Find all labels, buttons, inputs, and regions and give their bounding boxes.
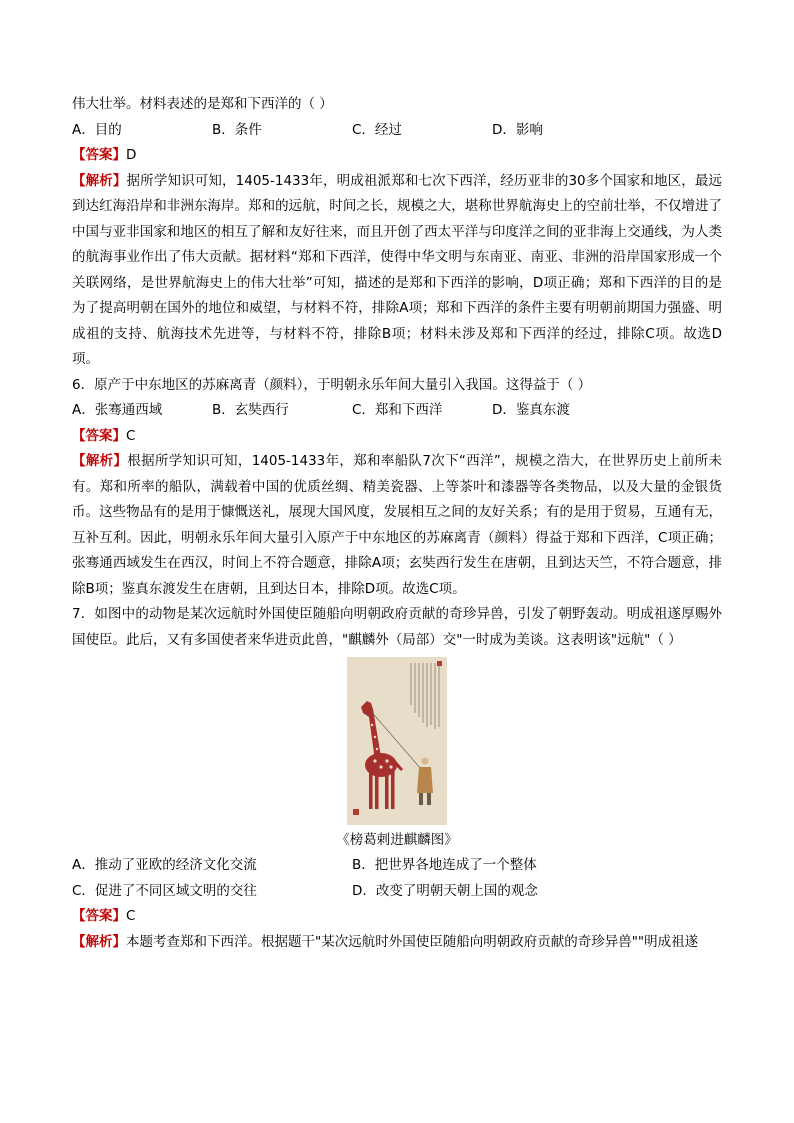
- q6-answer: C: [126, 427, 136, 444]
- q5-stem: 伟大壮举。材料表述的是郑和下西洋的（ ）: [72, 96, 333, 112]
- q7-option-b: B．把世界各地连成了一个整体: [352, 857, 537, 873]
- q7-analysis-row: [72, 930, 722, 956]
- q7-option-a: A．推动了亚欧的经济文化交流: [72, 857, 257, 873]
- q7-answer-row: [72, 904, 722, 930]
- q5-answer-row: [72, 143, 722, 169]
- q7-option-c: C．促进了不同区域文明的交往: [72, 882, 257, 899]
- seal-mark-bottom: [353, 809, 359, 815]
- giraffe-painting-image: [347, 657, 447, 825]
- figure-caption: 《榜葛剌进麒麟图》: [336, 832, 458, 848]
- answer-tag: 【答案】: [72, 427, 126, 444]
- q7-option-d: D．改变了明朝天朝上国的观念: [352, 882, 538, 899]
- q5-analysis-row: [72, 169, 722, 373]
- q7-stem: 7．如图中的动物是某次远航时外国使臣随船向明朝政府贡献的奇珍异兽，引发了朝野轰动。明成祖遂厚赐外国使臣。此后，又有多国使者来华进贡此兽，"麒麟外（局部）交"一时成为美谈。这表明该"远航"（ ）: [72, 606, 722, 648]
- q6-option-c: C．郑和下西洋: [352, 402, 443, 418]
- q7-options-row-2: [72, 879, 722, 905]
- q5-option-c: C．经过: [352, 121, 402, 138]
- q5-options: [72, 118, 722, 144]
- analysis-tag: 【解析】: [72, 933, 126, 950]
- q6-option-b: B．玄奘西行: [212, 402, 289, 418]
- q6-analysis: 根据所学知识可知，1405-1433年，郑和率船队7次下“西洋”，规模之浩大，在世界历史上前所未有。郑和所率的船队，满载着中国的优质丝绸、精美瓷器、上等茶叶和漆器等各类物品，以及大量的金银货币。这些物品有的是用于慷慨送礼，展现大国风度，发展相互之间的友好关系；有的是用于贸易，互通有无，互补互利。因此，明朝永乐年间大量引入原产于中东地区的苏麻离青（颜料）得益于郑和下西洋，C项正确；张骞通西域发生在西汉，时间上不符合题意，排除A项；玄奘西行发生在唐朝，且到达天竺，不符合题意，排除B项；鉴真东渡发生在唐朝，且到达日本，排除D项。故选C项。: [72, 453, 722, 597]
- q5-answer: D: [126, 147, 137, 163]
- document-page: [72, 92, 722, 955]
- q6-analysis-row: [72, 449, 722, 602]
- q5-option-a: A．目的: [72, 121, 122, 138]
- q5-analysis: 据所学知识可知，1405-1433年，明成祖派郑和七次下西洋，经历亚非的30多个国家和地区，最远到达红海沿岸和非洲东海岸。郑和的远航，时间之长，规模之大，堪称世界航海史上的空前壮举，不仅增进了中国与亚非国家和地区的相互了解和友好往来，而且开创了西太平洋与印度洋之间的亚非海上交通线，为人类的航海事业作出了伟大贡献。据材料“郑和下西洋，使得中华文明与东南亚、南亚、非洲的沿岸国家形成一个关联网络，是世界航海史上的伟大壮举”可知，描述的是郑和下西洋的影响，D项正确；郑和下西洋的目的是为了提高明朝在国外的地位和威望，与材料不符，排除A项；郑和下西洋的条件主要有明朝前期国力强盛、明成祖的支持、航海技术先进等，与材料不符，排除B项；材料未涉及郑和下西洋的经过，排除C项。故选D项。: [72, 172, 722, 367]
- q5-option-b: B．条件: [212, 121, 262, 138]
- answer-tag: 【答案】: [72, 908, 126, 924]
- q6-answer-row: [72, 424, 722, 450]
- q6-option-d: D．鉴真东渡: [492, 402, 570, 418]
- answer-tag: 【答案】: [72, 147, 126, 163]
- q7-options-row-1: [72, 853, 722, 879]
- q7-analysis: 本题考查郑和下西洋。根据题干"某次远航时外国使臣随船向明朝政府贡献的奇珍异兽""明成祖遂: [126, 933, 699, 950]
- analysis-tag: 【解析】: [72, 172, 127, 189]
- seal-mark: [437, 661, 442, 666]
- q6-option-a: A．张骞通西域: [72, 402, 163, 418]
- q6-options: [72, 398, 722, 424]
- analysis-tag: 【解析】: [72, 453, 128, 469]
- q7-answer: C: [126, 908, 136, 924]
- q5-option-d: D．影响: [492, 121, 543, 138]
- q6-stem: 6．原产于中东地区的苏麻离青（颜料），于明朝永乐年间大量引入我国。这得益于（ ）: [72, 376, 592, 393]
